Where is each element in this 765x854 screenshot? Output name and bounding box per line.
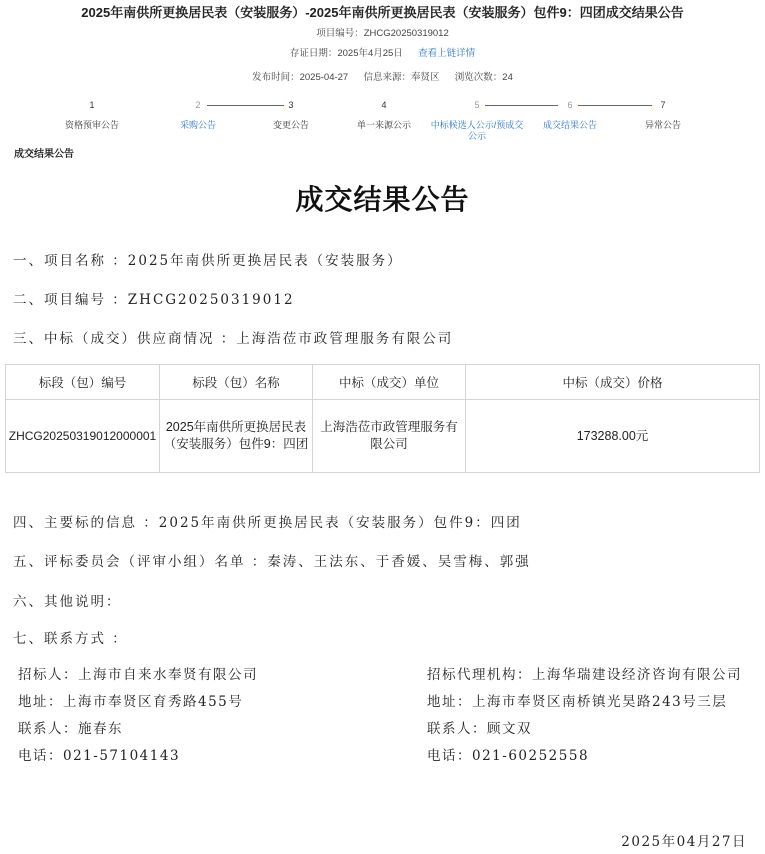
step-1[interactable] (42, 98, 142, 131)
col-header-winner: 中标（成交）单位 (313, 365, 466, 400)
step-label: 变更公告 (272, 120, 309, 130)
info-source: 信息来源：奉贤区 (363, 72, 440, 83)
publish-time: 发布时间：2025-04-27 (252, 72, 349, 83)
tenderer-person: 联系人：施春东 (18, 721, 123, 737)
tenderer-contact (18, 666, 348, 765)
table-row (6, 400, 760, 473)
step-label: 资格预审公告 (64, 120, 119, 130)
step-number: 3 (288, 100, 294, 110)
step-7[interactable] (613, 98, 713, 131)
publish-info (0, 69, 765, 83)
step-4[interactable] (334, 98, 434, 131)
process-steps (0, 98, 765, 148)
col-header-price: 中标（成交）价格 (466, 365, 760, 400)
announcement-date: 2025年04月27日 (621, 834, 747, 850)
step-number: 6 (567, 100, 573, 110)
step-5[interactable] (427, 98, 527, 142)
agency-contact (427, 666, 757, 765)
tenderer-address: 地址：上海市奉贤区育秀路455号 (18, 694, 244, 710)
cell-lot-name: 2025年南供所更换居民表（安装服务）包件9：四团 (160, 400, 313, 473)
project-number: 项目编号：ZHCG20250319012 (316, 28, 449, 39)
step-label: 成交结果公告 (542, 120, 597, 130)
item-main-subject: 四、主要标的信息 ：2025年南供所更换居民表（安装服务）包件9：四团 (13, 515, 522, 531)
cell-price: 173288.00元 (466, 400, 760, 473)
step-number: 5 (474, 100, 480, 110)
agency-address: 地址：上海市奉贤区南桥镇光昊路243号三层 (427, 694, 728, 710)
col-header-lot-name: 标段（包）名称 (160, 365, 313, 400)
store-date-line (0, 45, 765, 59)
col-header-lot-no: 标段（包）编号 (6, 365, 160, 400)
announcement-title: 成交结果公告 (295, 184, 470, 215)
cell-lot-no: ZHCG20250319012000001 (6, 400, 160, 473)
item-project-name: 一、项目名称 ：2025年南供所更换居民表（安装服务） (13, 253, 403, 269)
cell-winner: 上海浩莅市政管理服务有限公司 (313, 400, 466, 473)
step-3[interactable] (241, 98, 341, 131)
step-number: 4 (381, 100, 387, 110)
view-count: 浏览次数：24 (454, 72, 513, 83)
step-number: 2 (195, 100, 201, 110)
step-number: 1 (89, 100, 95, 110)
step-number: 7 (660, 100, 666, 110)
agency-name: 招标代理机构：上海华瑞建设经济咨询有限公司 (427, 667, 742, 683)
step-label: 采购公告 (179, 120, 216, 130)
step-label: 异常公告 (644, 120, 681, 130)
page-title: 2025年南供所更换居民表（安装服务）-2025年南供所更换居民表（安装服务）包件9：四团成交结果公告 (81, 5, 684, 20)
item-committee: 五、评标委员会（评审小组）名单 ：秦涛、王法东、于香媛、吴雪梅、郭强 (13, 554, 531, 570)
step-label: 中标候选人公示/预成交公示 (430, 120, 524, 141)
agency-phone: 电话：021-60252558 (427, 748, 590, 764)
step-6[interactable] (520, 98, 620, 131)
chain-detail-link[interactable]: 查看上链详情 (418, 48, 476, 59)
tenderer-name: 招标人：上海市自来水奉贤有限公司 (18, 667, 258, 683)
award-table (5, 364, 760, 473)
store-date: 存证日期：2025年4月25日 (289, 48, 403, 59)
step-2[interactable] (148, 98, 248, 131)
item-supplier: 三、中标（成交）供应商情况 ：上海浩莅市政管理服务有限公司 (13, 331, 454, 347)
tenderer-phone: 电话：021-57104143 (18, 748, 181, 764)
item-project-number: 二、项目编号 ：ZHCG20250319012 (13, 292, 295, 308)
section-heading: 成交结果公告 (14, 149, 74, 160)
step-label: 单一来源公示 (356, 120, 411, 130)
item-contact: 七、联系方式 ： (13, 631, 128, 647)
item-other-notes: 六、其他说明： (13, 594, 122, 610)
table-header-row (6, 365, 760, 400)
agency-person: 联系人：顾文双 (427, 721, 532, 737)
